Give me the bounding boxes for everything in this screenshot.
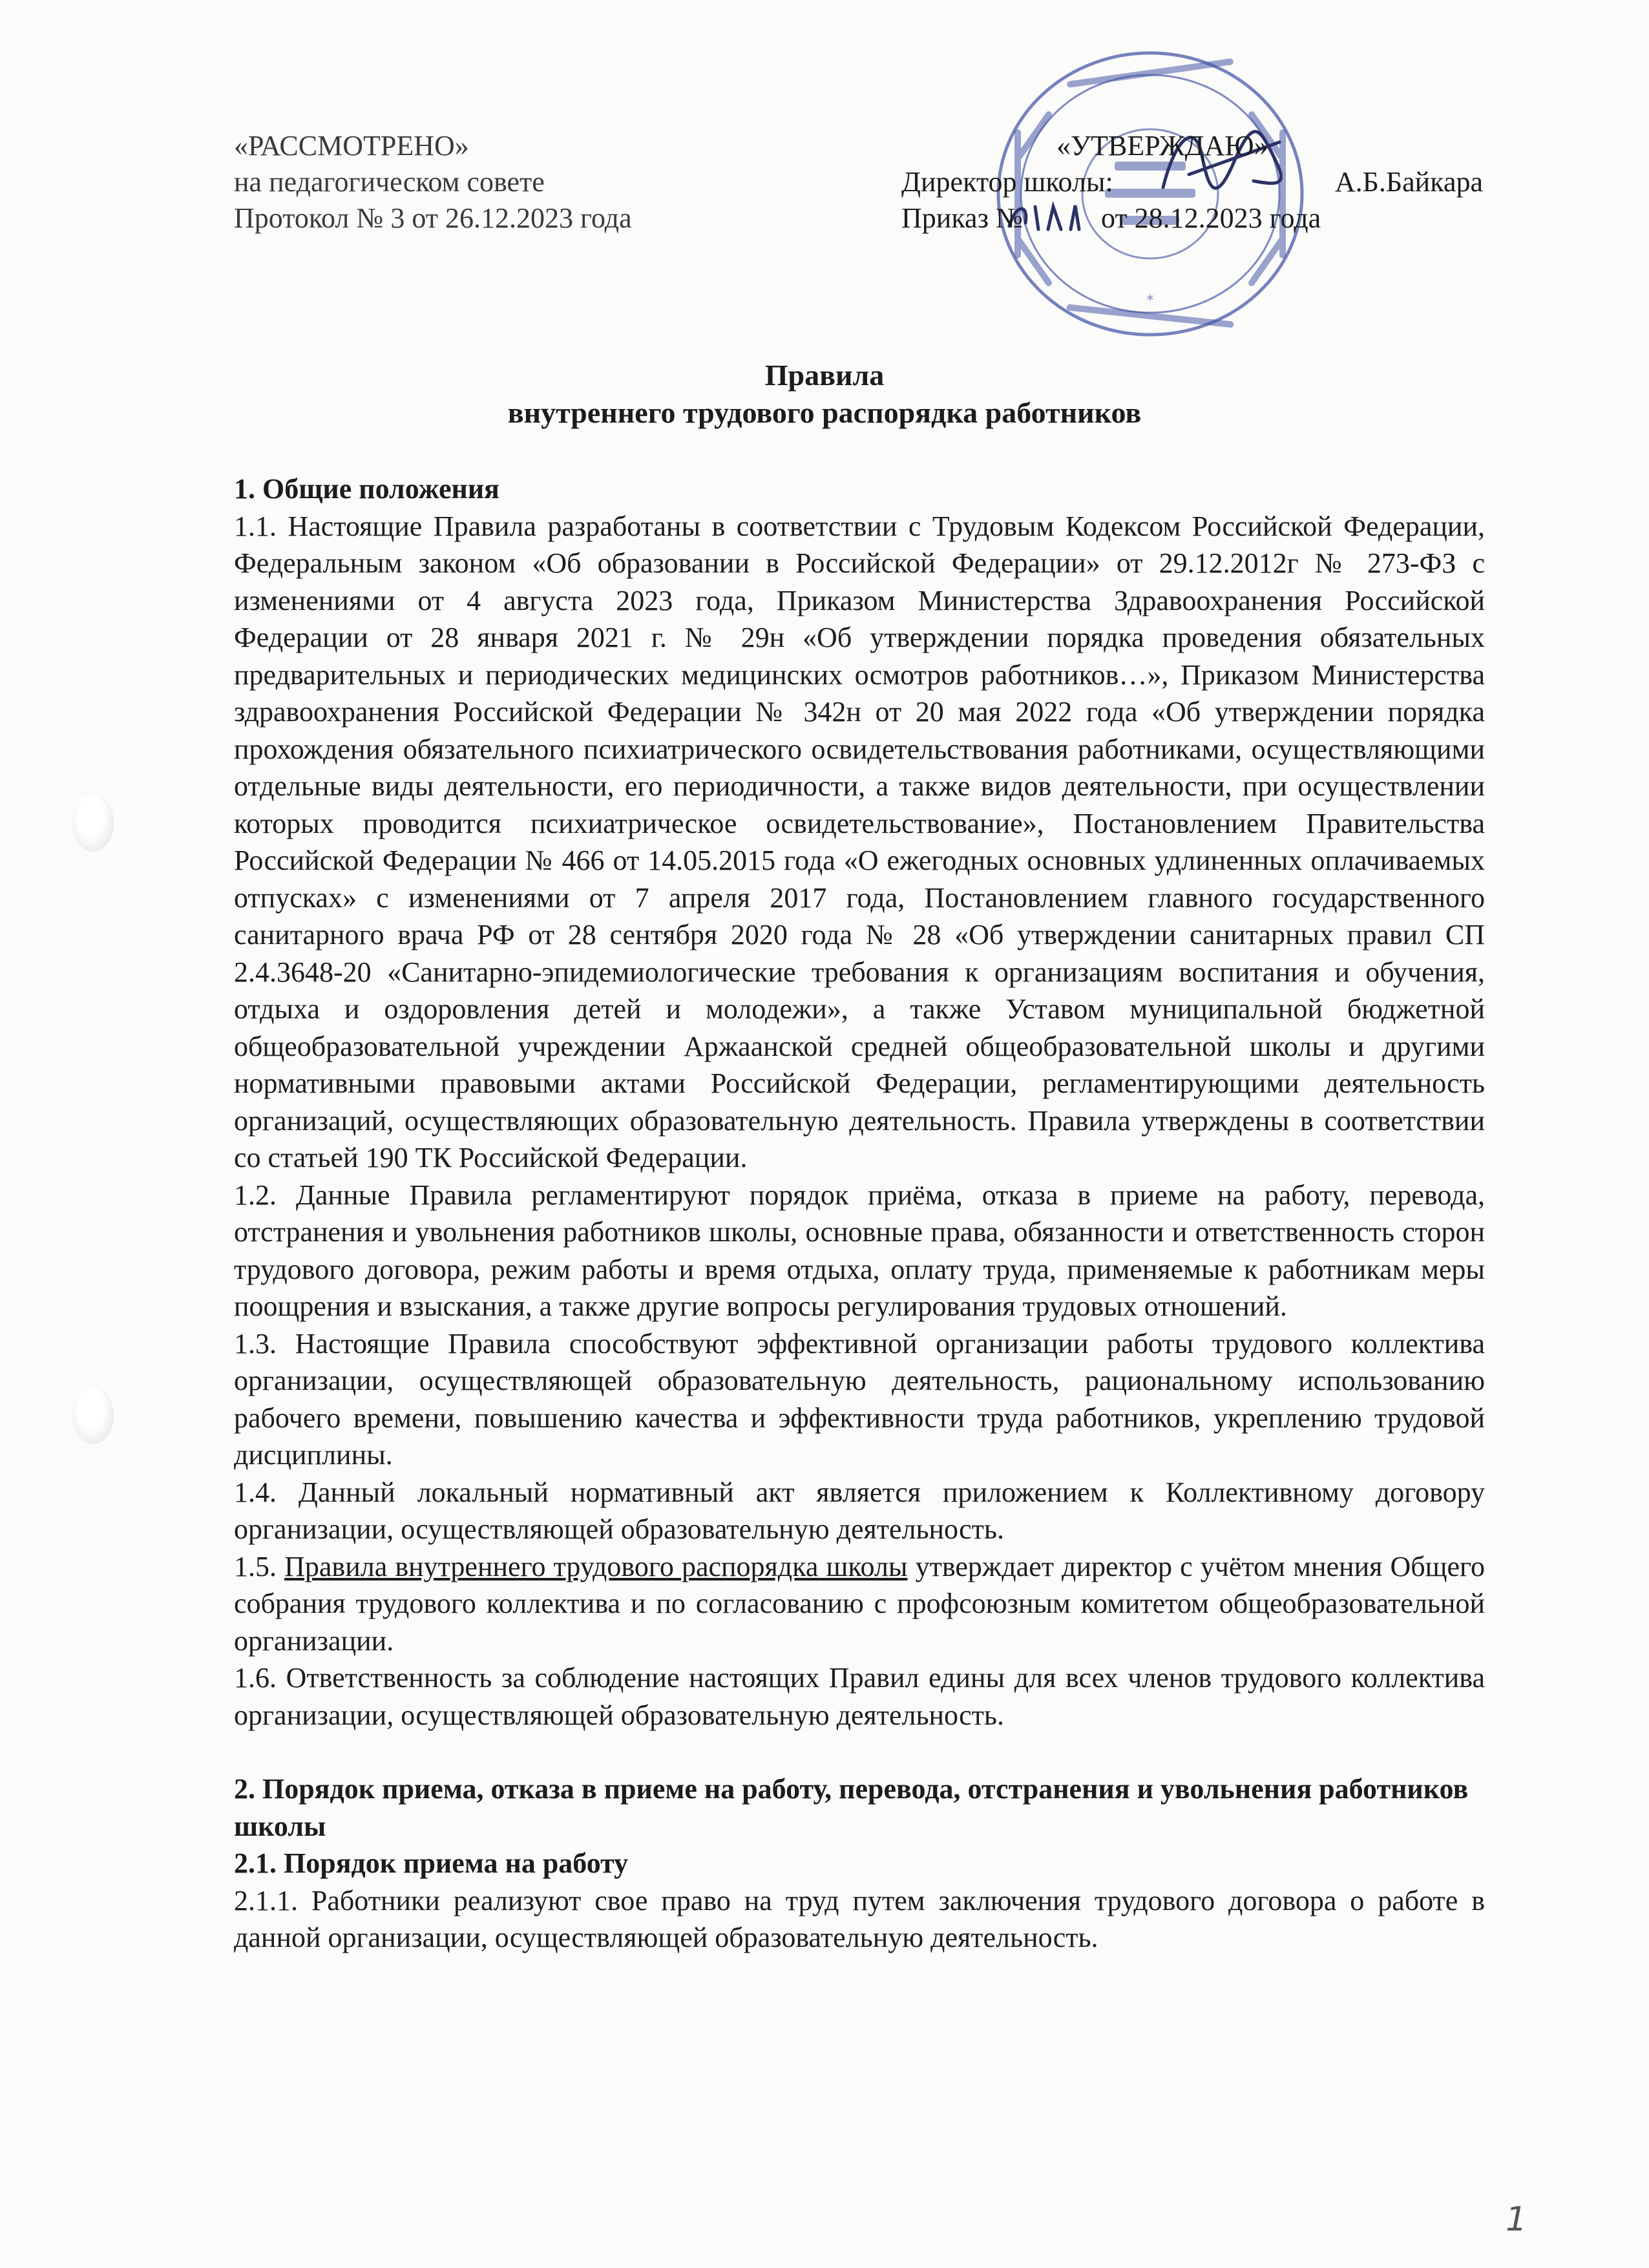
reviewed-protocol: Протокол № 3 от 26.12.2023 года: [234, 202, 632, 234]
director-label: Директор школы:: [901, 166, 1113, 198]
paragraph-1-2: 1.2. Данные Правила регламентируют порядок приёма, отказа в приеме на работу, перевода, отстранения и увольнения работников школы, основные права, обязанности и ответственность сторон трудового договора, режим работы и время отдыха, оплату труда, применяемые к работникам меры поощрения и взыскания, а также другие вопросы регулирования трудовых отношений.: [234, 1179, 1485, 1322]
title-line-1: Правила: [764, 359, 885, 392]
section-2-heading: 2. Порядок приема, отказа в приеме на работу, перевода, отстранения и увольнения работников школы: [234, 1773, 1469, 1842]
director-name: А.Б.Байкара: [1334, 166, 1483, 198]
order-date: от 28.12.2023 года: [1093, 202, 1321, 234]
paragraph-1-4: 1.4. Данный локальный нормативный акт является приложением к Коллективному договору организации, осуществляющей образовательную деятельность.: [234, 1476, 1485, 1545]
paragraph-1-5: [234, 1548, 1485, 1660]
paragraph-1-5-number: 1.5.: [234, 1550, 285, 1582]
reviewed-council: на педагогическом совете: [234, 166, 545, 198]
paragraph-1-3: 1.3. Настоящие Правила способствуют эффективной организации работы трудового коллектива организации, осуществляющей образовательную деятельность, рациональному использованию рабочего времени, повышению качества и эффективности труда работников, укреплению трудовой дисциплины.: [234, 1327, 1485, 1471]
paragraph-1-1: 1.1. Настоящие Правила разработаны в соответствии с Трудовым Кодексом Российской Федерации, Федеральным законом «Об образовании в Российской Федерации» от 29.12.2012г № 273-ФЗ с изменениями от 4 августа 2023 года, Приказом Министерства Здравоохранения Российской Федерации от 28 января 2021 г. № 29н «Об утверждении порядка проведения обязательных предварительных и периодических медицинских осмотров работников…», Приказом Министерства здравоохранения Российской Федерации № 342н от 20 мая 2022 года «Об утверждении порядка прохождения обязательного психиатрического освидетельствования работниками, осуществляющими отдельные виды деятельности, его периодичности, а также видов деятельности, при осуществлении которых проводится психиатрическое освидетельствование», Постановлением Правительства Российской Федерации № 466 от 14.05.2015 года «О ежегодных основных удлиненных оплачиваемых отпусках» с изменениями от 7 апреля 2017 года, Постановлением главного государственного санитарного врача РФ от 28 сентября 2020 года № 28 «Об утверждении санитарных правил СП 2.4.3648-20 «Санитарно-эпидемиологические требования к организациям воспитания и обучения, отдыха и оздоровления детей и молодежи», а также Уставом муниципальной бюджетной общеобразовательной учреждении Аржаанской средней общеобразовательной школы и другими нормативными правовыми актами Российской Федерации, регламентирующими деятельность организаций, осуществляющих образовательную деятельность. Правила утверждены в соответствии со статьей 190 ТК Российской Федерации.: [234, 510, 1485, 1173]
order-prefix: Приказ №: [901, 202, 1023, 234]
reviewed-block: [234, 128, 632, 236]
document-body: [234, 470, 1485, 1957]
svg-text:*: *: [1146, 293, 1154, 309]
section-2-1-heading: 2.1. Порядок приема на работу: [234, 1847, 629, 1879]
section-1-heading: 1. Общие положения: [234, 473, 499, 505]
punch-hole-top: [72, 793, 114, 852]
rules-underlined-text: Правила внутреннего трудового распорядка школы: [284, 1550, 908, 1582]
title-line-2: внутреннего трудового распорядка работников: [507, 396, 1142, 429]
page-number: 1: [1506, 2200, 1528, 2239]
approved-label: «УТВЕРЖДАЮ»: [1056, 130, 1268, 162]
order-line: [901, 200, 1483, 236]
document-title: [0, 357, 1649, 432]
director-line: [901, 164, 1483, 200]
punch-hole-bottom: [72, 1386, 114, 1444]
reviewed-label: «РАССМОТРЕНО»: [234, 130, 469, 162]
paragraph-1-5-text: утверждает директор с учётом мнения Общего собрания трудового коллектива и по согласованию с профсоюзным комитетом общеобразовательной организации.: [234, 1550, 1486, 1657]
section-gap: [234, 1734, 1485, 1770]
paragraph-2-1-1: 2.1.1. Работники реализуют свое право на труд путем заключения трудового договора о работе в данной организации, осуществляющей образовательную деятельность.: [234, 1884, 1485, 1953]
paragraph-1-6: 1.6. Ответственность за соблюдение настоящих Правил едины для всех членов трудового коллектива организации, осуществляющей образовательную деятельность.: [234, 1662, 1485, 1731]
approved-block: [901, 128, 1483, 236]
